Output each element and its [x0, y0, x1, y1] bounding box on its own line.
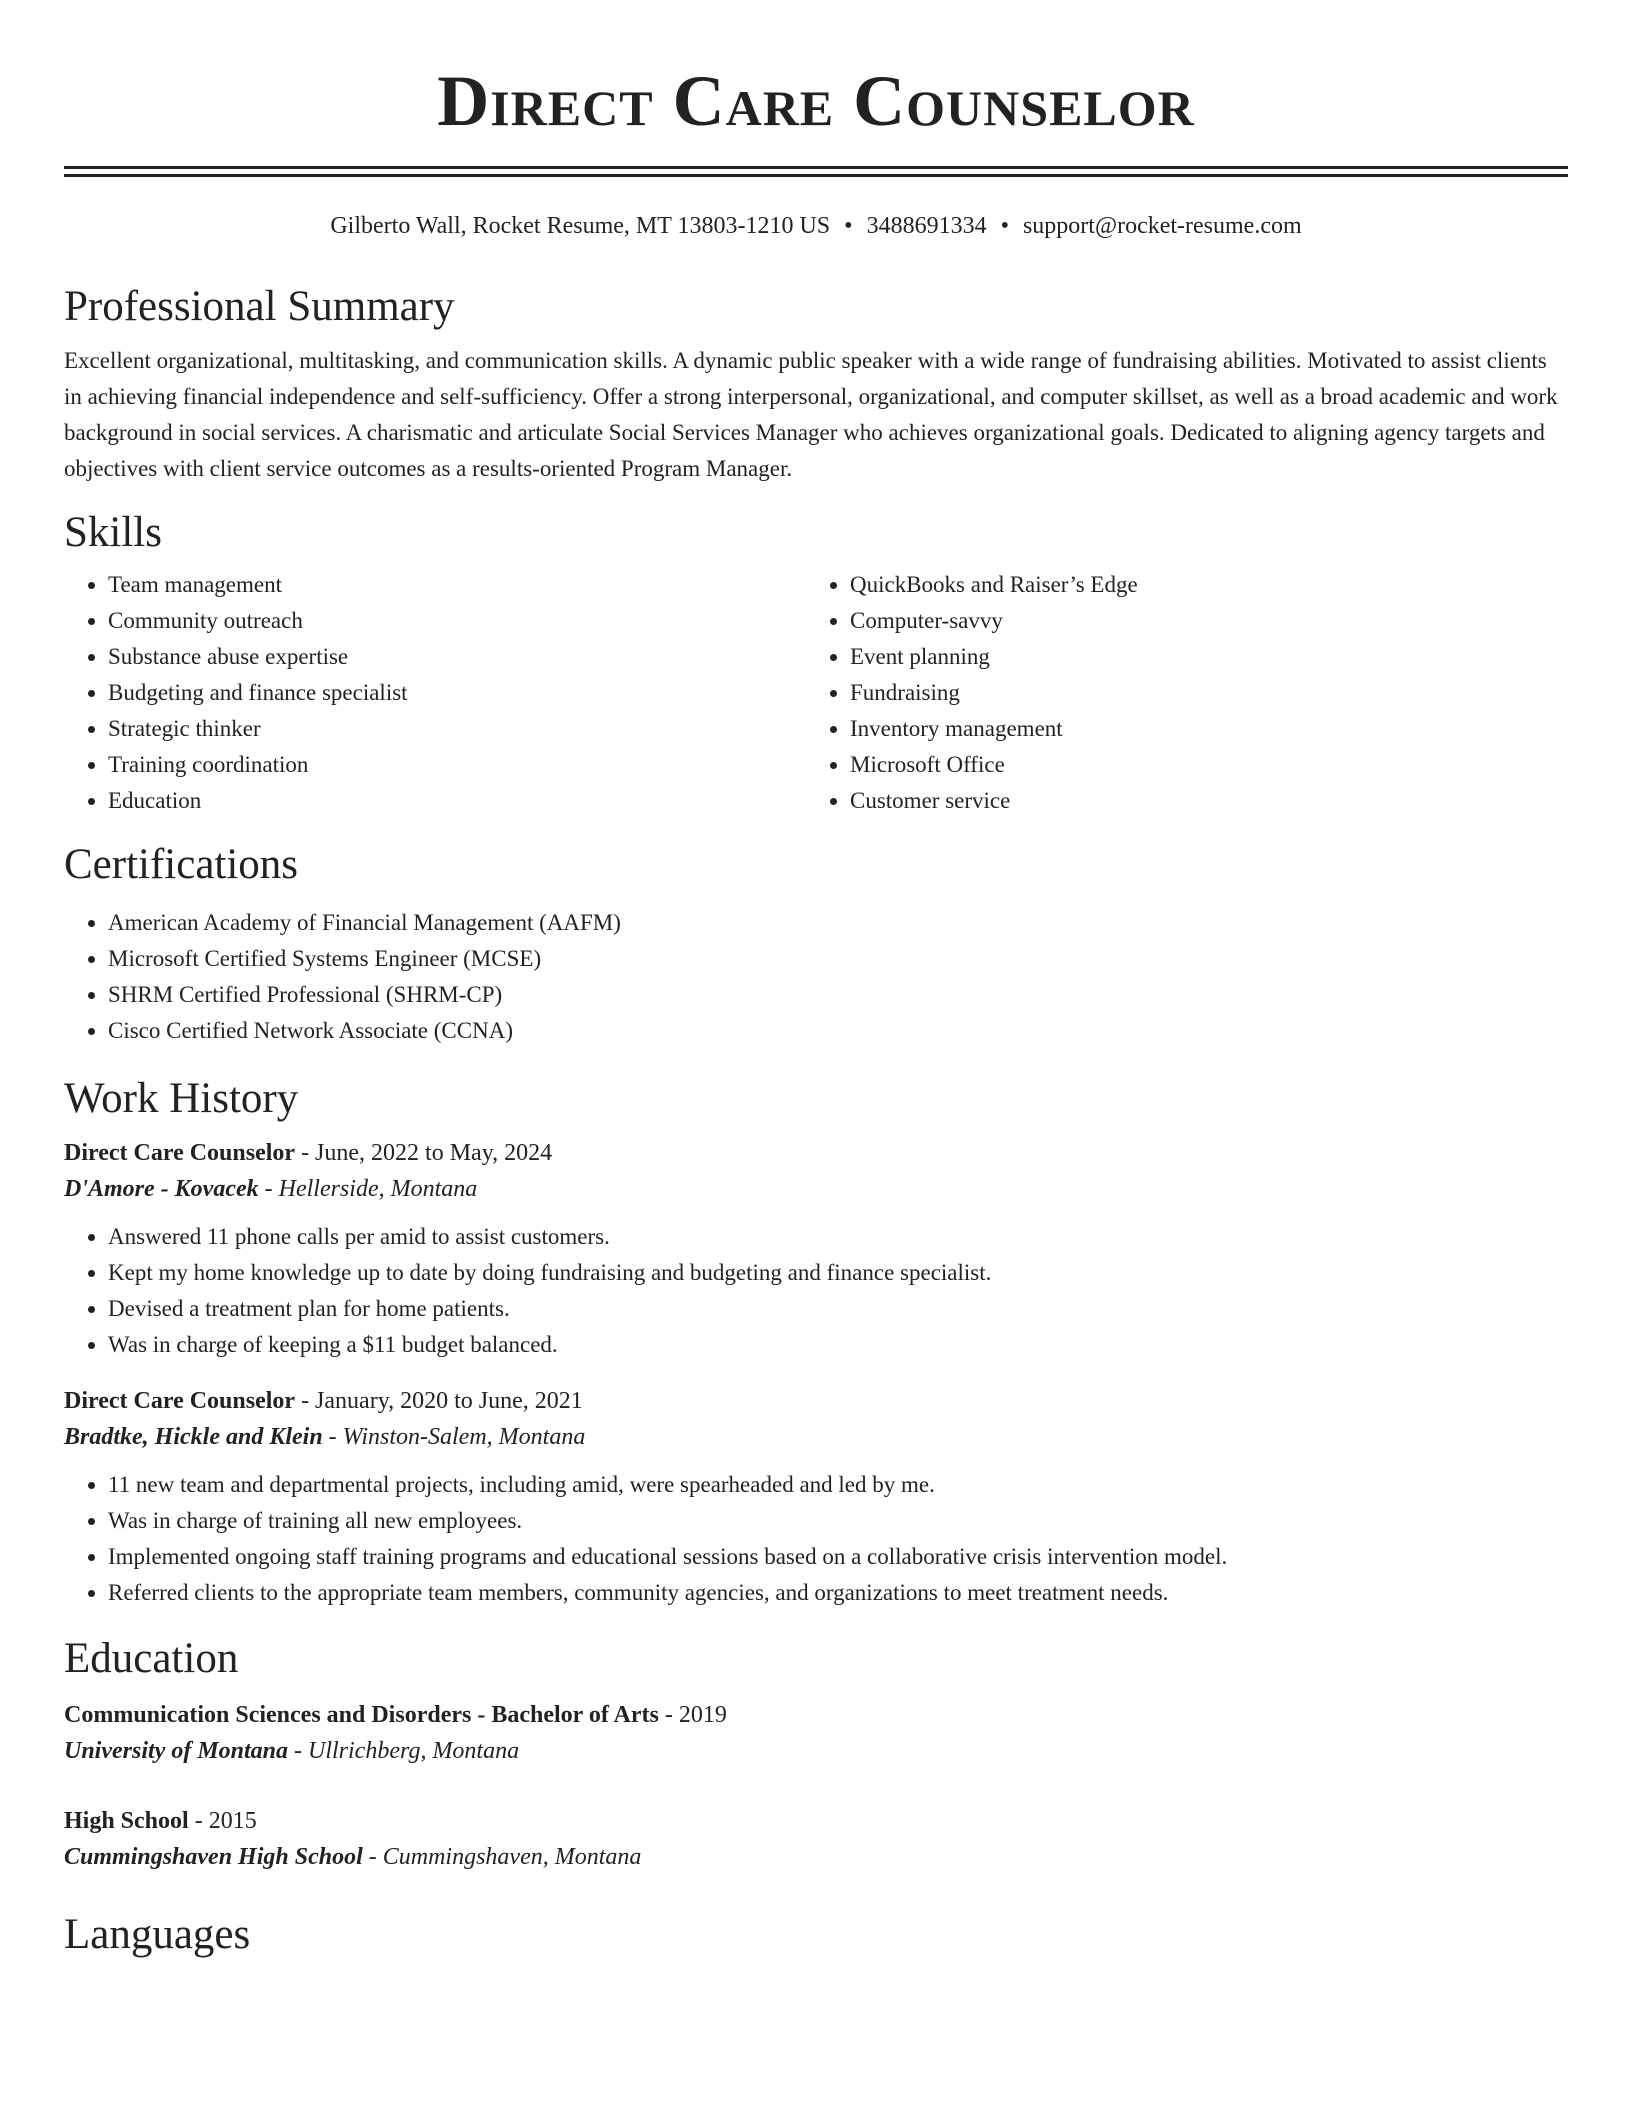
- job-company: D'Amore - Kovacek: [64, 1176, 259, 1202]
- skills-column-right: [806, 567, 1548, 819]
- education-year: - 2015: [188, 1808, 257, 1834]
- skill-item: • Microsoft Office: [850, 747, 1548, 783]
- skill-item: • Inventory management: [850, 711, 1548, 747]
- job-title: Direct Care Counselor: [64, 1388, 296, 1414]
- contact-address: Gilberto Wall, Rocket Resume, MT 13803-1210 US: [330, 213, 831, 239]
- certification-item: • SHRM Certified Professional (SHRM-CP): [108, 977, 1568, 1013]
- job-bullet: • Referred clients to the appropriate team members, community agencies, and organizations to meet treatment needs.: [108, 1575, 1568, 1611]
- job-entry: [64, 1135, 1568, 1363]
- job-bullet: • Implemented ongoing staff training programs and educational sessions based on a collaborative crisis intervention model.: [108, 1539, 1568, 1575]
- job-dates: - June, 2022 to May, 2024: [295, 1140, 553, 1166]
- skills-heading: Skills: [64, 509, 162, 556]
- skill-item: • Community outreach: [108, 603, 806, 639]
- job-bullet: • Was in charge of training all new employees.: [108, 1503, 1568, 1539]
- certifications-list: [64, 905, 1568, 1049]
- skill-item: • Customer service: [850, 783, 1548, 819]
- skill-item: • Education: [108, 783, 806, 819]
- job-entry: [64, 1383, 1568, 1611]
- job-bullet: • 11 new team and departmental projects, including amid, were spearheaded and led by me.: [108, 1467, 1568, 1503]
- skill-item: • Event planning: [850, 639, 1548, 675]
- job-location: - Winston-Salem, Montana: [322, 1424, 586, 1450]
- education-school-line: [64, 1839, 1568, 1875]
- contact-separator: •: [1000, 213, 1009, 239]
- skill-item: • Fundraising: [850, 675, 1548, 711]
- education-heading: Education: [64, 1635, 239, 1682]
- work-history-heading: Work History: [64, 1075, 299, 1122]
- education-year: - 2019: [658, 1702, 727, 1728]
- job-location: - Hellerside, Montana: [258, 1176, 478, 1202]
- skill-item: • Team management: [108, 567, 806, 603]
- contact-line: [64, 211, 1568, 241]
- job-bullet: • Kept my home knowledge up to date by doing fundraising and budgeting and finance specialist.: [108, 1255, 1568, 1291]
- contact-phone: 3488691334: [866, 213, 987, 239]
- skill-item: • Budgeting and finance specialist: [108, 675, 806, 711]
- skill-item: • Computer-savvy: [850, 603, 1548, 639]
- job-dates: - January, 2020 to June, 2021: [295, 1388, 583, 1414]
- job-bullet: • Was in charge of keeping a $11 budget balanced.: [108, 1327, 1568, 1363]
- job-bullet: • Devised a treatment plan for home patients.: [108, 1291, 1568, 1327]
- education-degree: High School: [64, 1808, 189, 1834]
- job-company-line: [64, 1419, 1568, 1455]
- education-entry: [64, 1697, 1568, 1769]
- skill-item: • Strategic thinker: [108, 711, 806, 747]
- job-bullet: • Answered 11 phone calls per amid to assist customers.: [108, 1219, 1568, 1255]
- certifications-heading: Certifications: [64, 841, 299, 888]
- skill-item: • QuickBooks and Raiser’s Edge: [850, 567, 1548, 603]
- certification-item: • American Academy of Financial Management (AAFM): [108, 905, 1568, 941]
- skill-item: • Substance abuse expertise: [108, 639, 806, 675]
- education-location: - Cummingshaven, Montana: [362, 1844, 642, 1870]
- job-bullets: [64, 1467, 1568, 1611]
- education-school: University of Montana: [64, 1738, 289, 1764]
- job-bullets: [64, 1219, 1568, 1363]
- education-degree-line: [64, 1803, 1568, 1839]
- contact-separator: •: [844, 213, 853, 239]
- title-double-rule: [64, 166, 1568, 177]
- education-degree-line: [64, 1697, 1568, 1733]
- education-location: - Ullrichberg, Montana: [288, 1738, 520, 1764]
- certification-item: • Cisco Certified Network Associate (CCNA): [108, 1013, 1568, 1049]
- job-title-line: [64, 1135, 1568, 1171]
- job-company-line: [64, 1171, 1568, 1207]
- education-entry: [64, 1803, 1568, 1875]
- skills-column-left: [64, 567, 806, 819]
- skills-list: [64, 567, 1568, 819]
- summary-heading: Professional Summary: [64, 283, 455, 330]
- languages-heading: Languages: [64, 1911, 251, 1958]
- education-school: Cummingshaven High School: [64, 1844, 363, 1870]
- certification-item: • Microsoft Certified Systems Engineer (MCSE): [108, 941, 1568, 977]
- job-title: Direct Care Counselor: [64, 1140, 296, 1166]
- job-title-line: [64, 1383, 1568, 1419]
- job-company: Bradtke, Hickle and Klein: [64, 1424, 323, 1450]
- contact-email: support@rocket-resume.com: [1022, 213, 1302, 239]
- resume-title: Direct Care Counselor: [437, 61, 1195, 141]
- summary-text: Excellent organizational, multitasking, and communication skills. A dynamic public speaker with a wide range of fundraising abilities. Motivated to assist clients in achieving financial independence and self-sufficiency. Offer a strong interpersonal, organizational, and computer skillset, as well as a broad academic and work background in social services. A charismatic and articulate Social Services Manager who achieves organizational goals. Dedicated to aligning agency targets and objectives with client service outcomes as a results-oriented Program Manager.: [64, 348, 1558, 481]
- skill-item: • Training coordination: [108, 747, 806, 783]
- education-school-line: [64, 1733, 1568, 1769]
- education-degree: Communication Sciences and Disorders - Bachelor of Arts: [64, 1702, 659, 1728]
